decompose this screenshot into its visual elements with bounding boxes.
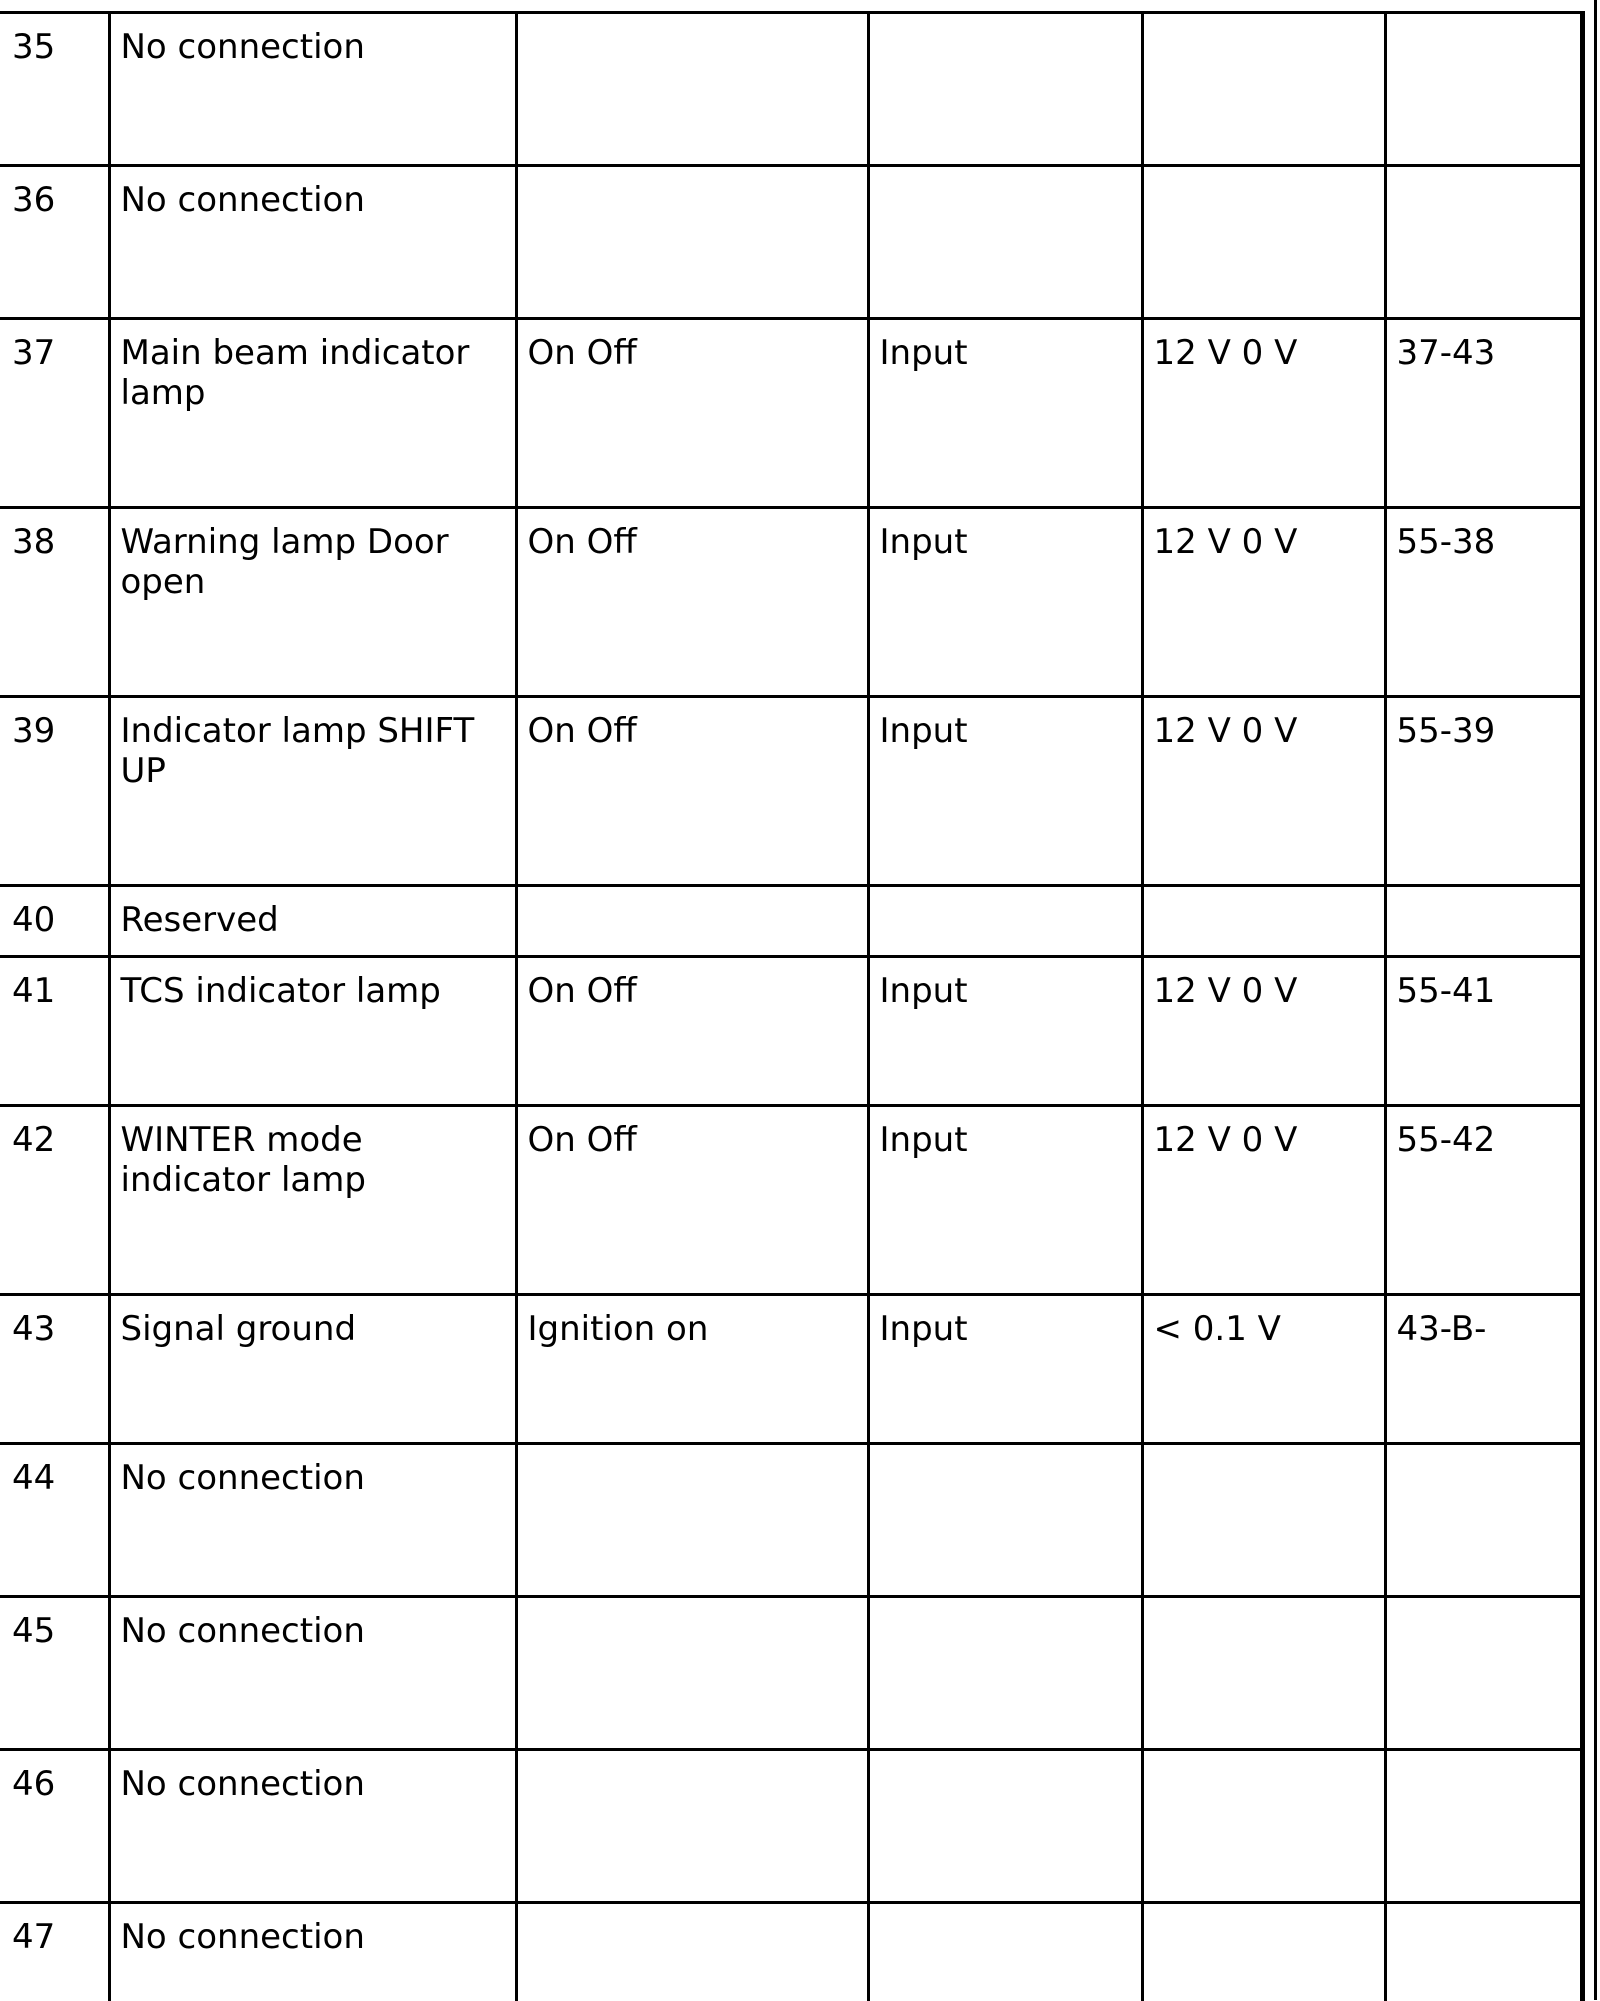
value-cell: 12 V 0 V: [1142, 1106, 1385, 1295]
description-cell: Reserved: [109, 886, 516, 957]
description-cell: Warning lamp Door open: [109, 508, 516, 697]
description-cell: No connection: [109, 1444, 516, 1597]
condition-cell: On Off: [516, 1106, 868, 1295]
table-row: [0, 1444, 1582, 1597]
condition-cell: [516, 166, 868, 319]
pin-number-cell: 35: [0, 13, 109, 166]
signal-type-cell: [868, 1750, 1142, 1903]
condition-cell: On Off: [516, 957, 868, 1106]
condition-cell: On Off: [516, 508, 868, 697]
page-edge-line: [1594, 0, 1597, 2000]
pin-number-cell: 39: [0, 697, 109, 886]
description-cell: No connection: [109, 1597, 516, 1750]
measure-points-cell: [1385, 1597, 1582, 1750]
measure-points-cell: [1385, 1750, 1582, 1903]
description-cell: TCS indicator lamp: [109, 957, 516, 1106]
value-cell: [1142, 166, 1385, 319]
description-cell: WINTER mode indicator lamp: [109, 1106, 516, 1295]
measure-points-cell: [1385, 1903, 1582, 2001]
description-cell: No connection: [109, 1903, 516, 2001]
value-cell: [1142, 1750, 1385, 1903]
pin-number-cell: 40: [0, 886, 109, 957]
value-cell: [1142, 1597, 1385, 1750]
measure-points-cell: 55-39: [1385, 697, 1582, 886]
measure-points-cell: 55-41: [1385, 957, 1582, 1106]
measure-points-cell: [1385, 1444, 1582, 1597]
condition-cell: On Off: [516, 319, 868, 508]
table-row: [0, 697, 1582, 886]
signal-type-cell: Input: [868, 1106, 1142, 1295]
pin-number-cell: 44: [0, 1444, 109, 1597]
value-cell: [1142, 1903, 1385, 2001]
value-cell: < 0.1 V: [1142, 1295, 1385, 1444]
pin-number-cell: 41: [0, 957, 109, 1106]
condition-cell: [516, 1750, 868, 1903]
table-row: [0, 1106, 1582, 1295]
measure-points-cell: 55-38: [1385, 508, 1582, 697]
signal-type-cell: [868, 1444, 1142, 1597]
value-cell: 12 V 0 V: [1142, 957, 1385, 1106]
description-cell: No connection: [109, 1750, 516, 1903]
measure-points-cell: 37-43: [1385, 319, 1582, 508]
value-cell: [1142, 886, 1385, 957]
pin-number-cell: 37: [0, 319, 109, 508]
measure-points-cell: 55-42: [1385, 1106, 1582, 1295]
signal-type-cell: Input: [868, 957, 1142, 1106]
signal-type-cell: Input: [868, 508, 1142, 697]
table-row: [0, 886, 1582, 957]
signal-type-cell: Input: [868, 1295, 1142, 1444]
condition-cell: [516, 886, 868, 957]
description-cell: Signal ground: [109, 1295, 516, 1444]
signal-type-cell: [868, 1597, 1142, 1750]
signal-type-cell: [868, 886, 1142, 957]
pin-number-cell: 43: [0, 1295, 109, 1444]
pin-number-cell: 42: [0, 1106, 109, 1295]
pin-number-cell: 36: [0, 166, 109, 319]
measure-points-cell: [1385, 13, 1582, 166]
signal-type-cell: [868, 166, 1142, 319]
table-row: [0, 319, 1582, 508]
signal-type-cell: Input: [868, 319, 1142, 508]
condition-cell: [516, 13, 868, 166]
signal-type-cell: [868, 13, 1142, 166]
table-row: [0, 1903, 1582, 2001]
description-cell: Main beam indicator lamp: [109, 319, 516, 508]
value-cell: 12 V 0 V: [1142, 319, 1385, 508]
table-row: [0, 957, 1582, 1106]
value-cell: 12 V 0 V: [1142, 697, 1385, 886]
signal-type-cell: [868, 1903, 1142, 2001]
value-cell: [1142, 13, 1385, 166]
condition-cell: [516, 1444, 868, 1597]
measure-points-cell: 43-B-: [1385, 1295, 1582, 1444]
table-row: [0, 166, 1582, 319]
pin-number-cell: 45: [0, 1597, 109, 1750]
pin-table: [0, 11, 1585, 2001]
pin-number-cell: 47: [0, 1903, 109, 2001]
description-cell: Indicator lamp SHIFT UP: [109, 697, 516, 886]
condition-cell: [516, 1597, 868, 1750]
description-cell: No connection: [109, 13, 516, 166]
description-cell: No connection: [109, 166, 516, 319]
value-cell: [1142, 1444, 1385, 1597]
measure-points-cell: [1385, 886, 1582, 957]
table-row: [0, 13, 1582, 166]
pin-number-cell: 38: [0, 508, 109, 697]
table-row: [0, 1597, 1582, 1750]
condition-cell: On Off: [516, 697, 868, 886]
pin-number-cell: 46: [0, 1750, 109, 1903]
table-row: [0, 508, 1582, 697]
table-row: [0, 1750, 1582, 1903]
signal-type-cell: Input: [868, 697, 1142, 886]
condition-cell: [516, 1903, 868, 2001]
condition-cell: Ignition on: [516, 1295, 868, 1444]
measure-points-cell: [1385, 166, 1582, 319]
value-cell: 12 V 0 V: [1142, 508, 1385, 697]
table-row: [0, 1295, 1582, 1444]
